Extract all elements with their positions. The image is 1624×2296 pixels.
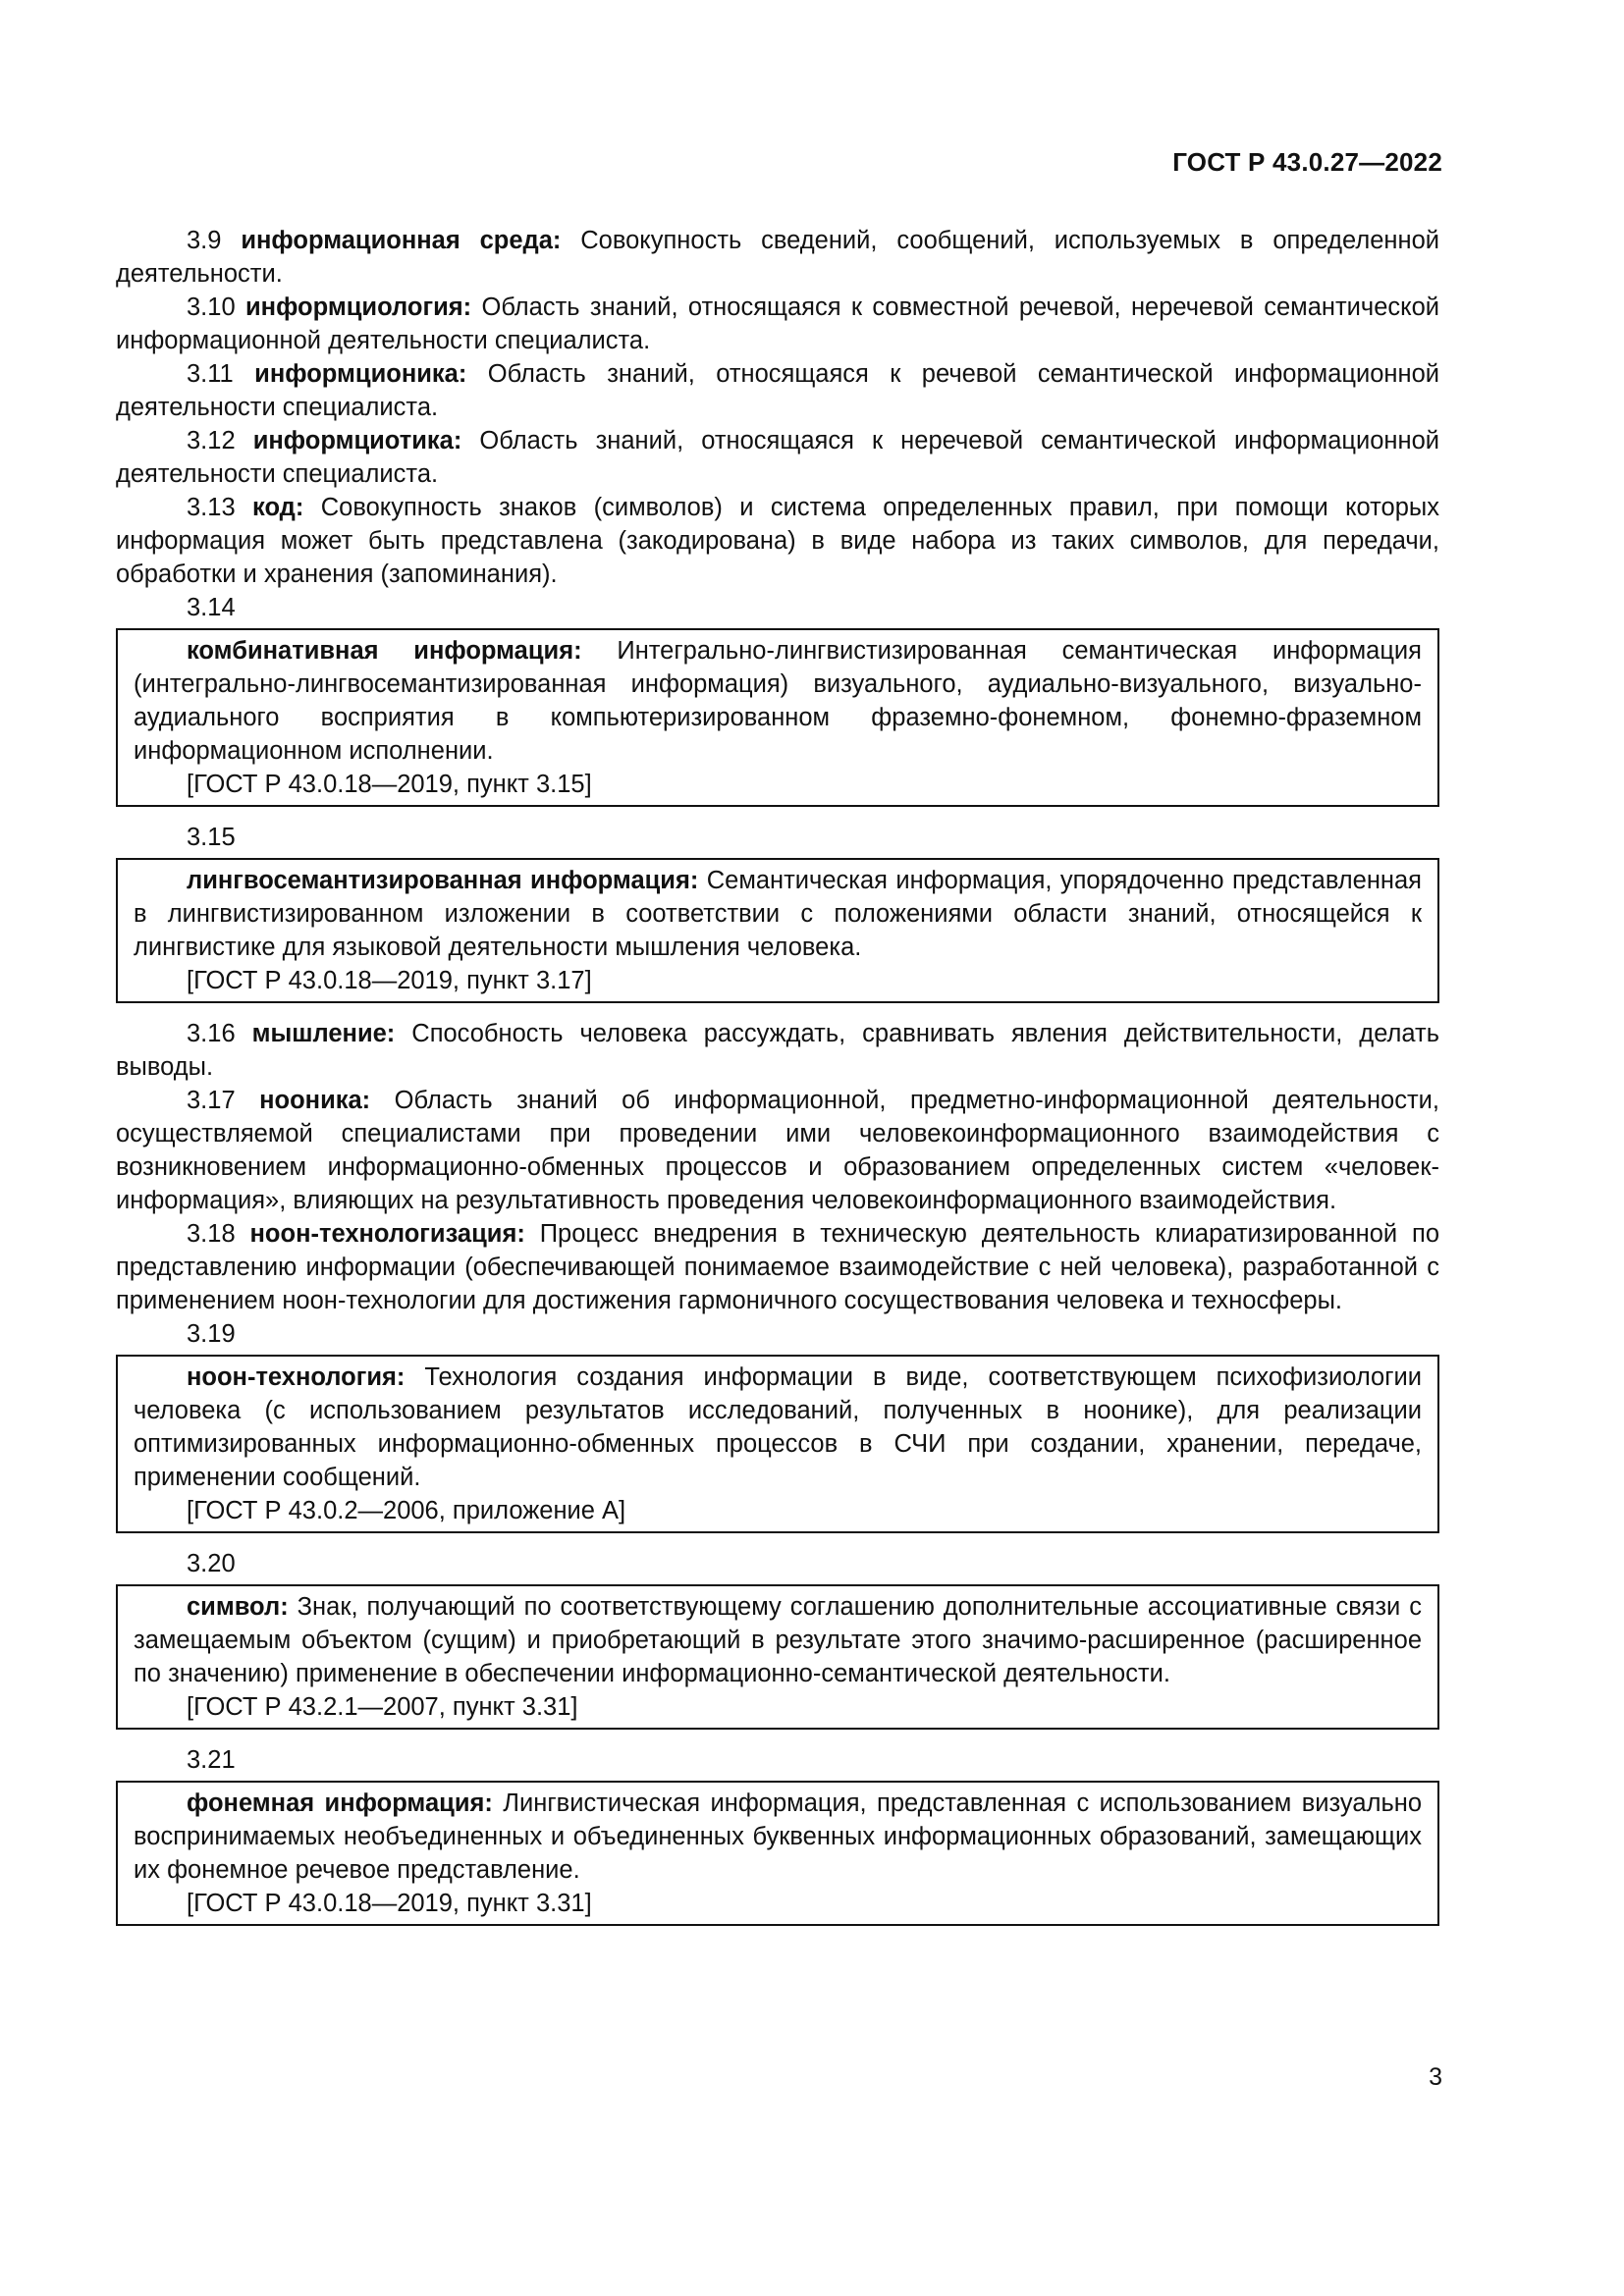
term-definition: Знак, получающий по соответствующему соглашению дополнительные ассоциативные связи с замещаемым объектом (сущим) и приобретающий в результате этого значимо-расширенное (расширенное по значению) применение в обеспечении информационно-семантической деятельности. (134, 1593, 1422, 1687)
term-entry (116, 291, 1439, 357)
entry-number: 3.9 (187, 227, 222, 254)
term-entry (134, 864, 1422, 964)
borrowed-term-box (116, 858, 1439, 1003)
entry-number: 3.15 (187, 824, 236, 851)
term-name: информциотика: (252, 427, 462, 454)
term-entry (116, 1017, 1439, 1084)
term-entry (116, 357, 1439, 424)
entry-number: 3.12 (187, 427, 236, 454)
term-entry (134, 1590, 1422, 1690)
term-entry (134, 634, 1422, 768)
terms-section (116, 224, 1439, 1940)
entry-number: 3.14 (187, 594, 236, 621)
term-name: фонемная информация: (187, 1789, 493, 1817)
entry-number: 3.10 (187, 294, 236, 321)
term-name: лингвосемантизированная информация: (187, 867, 699, 894)
term-definition: Область знаний об информационной, предметно-информационной деятельности, осуществляемой специалистами при проведении ими человекоинформационного взаимодействия с возникновением информационно-обменных процессов и образованием определенных систем «человек-информация», влияющих на результативность проведения человекоинформационного взаимодействия. (116, 1087, 1439, 1214)
term-definition: Совокупность знаков (символов) и система определенных правил, при помощи которых информация может быть представлена (закодирована) в виде набора из таких символов, для передачи, обработки и хранения (запоминания). (116, 494, 1439, 588)
entry-number: 3.11 (187, 360, 234, 388)
borrowed-term-box (116, 628, 1439, 807)
page-number: 3 (1429, 2063, 1442, 2091)
term-source-reference: [ГОСТ Р 43.0.18—2019, пункт 3.31] (187, 1890, 592, 1917)
term-name: мышление: (251, 1020, 396, 1047)
term-definition: Семантическая информация, упорядоченно представленная в лингвистизированном изложении в соответствии с положениями области знаний, относящейся к лингвистике для языковой деятельности мышления человека. (134, 867, 1422, 961)
term-name: информационная среда: (241, 227, 562, 254)
term-definition: Интегрально-лингвистизированная семантическая информация (интегрально-лингвосемантизированная информация) визуального, аудиально-визуального, визуально-аудиального восприятия в компьютеризированном фраземно-фонемном, фонемно-фраземном информационном исполнении. (134, 637, 1422, 765)
entry-number: 3.21 (187, 1746, 236, 1774)
term-name: информционика: (254, 360, 467, 388)
term-source-reference: [ГОСТ Р 43.0.18—2019, пункт 3.15] (187, 771, 592, 798)
term-entry (116, 1217, 1439, 1317)
term-source-reference: [ГОСТ Р 43.2.1—2007, пункт 3.31] (187, 1693, 578, 1721)
term-name: нооника: (259, 1087, 371, 1114)
term-entry (116, 424, 1439, 491)
entry-number: 3.16 (187, 1020, 236, 1047)
term-definition: Совокупность сведений, сообщений, используемых в определенной деятельности. (116, 227, 1439, 288)
term-name: ноон-технологизация: (249, 1220, 525, 1248)
entry-number: 3.19 (187, 1320, 236, 1348)
term-entry (134, 1361, 1422, 1494)
term-definition: Область знаний, относящаяся к совместной речевой, неречевой семантической информационной деятельности специалиста. (116, 294, 1439, 354)
borrowed-term-box (116, 1355, 1439, 1533)
document-code-header: ГОСТ Р 43.0.27—2022 (1172, 147, 1442, 177)
term-name: ноон-технология: (187, 1363, 406, 1391)
borrowed-term-box (116, 1584, 1439, 1730)
term-definition: Технология создания информации в виде, соответствующем психофизиологии человека (с использованием результатов исследований, полученных в ноонике), для реализации оптимизированных информационно-обменных процессов в СЧИ при создании, хранении, передаче, применении сообщений. (134, 1363, 1422, 1491)
term-definition: Способность человека рассуждать, сравнивать явления действительности, делать выводы. (116, 1020, 1439, 1081)
term-source-reference: [ГОСТ Р 43.0.18—2019, пункт 3.17] (187, 967, 592, 994)
term-definition: Область знаний, относящаяся к речевой семантической информационной деятельности специалиста. (116, 360, 1439, 421)
term-name: информциология: (245, 294, 472, 321)
entry-number: 3.18 (187, 1220, 236, 1248)
term-definition: Лингвистическая информация, представленная с использованием визуально воспринимаемых необъединенных и объединенных буквенных информационных образований, замещающих их фонемное речевое представление. (134, 1789, 1423, 1884)
term-source-reference: [ГОСТ Р 43.0.2—2006, приложение А] (187, 1497, 626, 1524)
term-definition: Область знаний, относящаяся к неречевой семантической информационной деятельности специалиста. (116, 427, 1439, 488)
entry-number: 3.17 (187, 1087, 236, 1114)
term-entry (116, 224, 1439, 291)
entry-number: 3.20 (187, 1550, 236, 1577)
term-name: комбинативная информация: (187, 637, 582, 665)
term-entry (116, 1084, 1439, 1217)
entry-number: 3.13 (187, 494, 236, 521)
term-entry (116, 491, 1439, 591)
term-name: символ: (187, 1593, 289, 1621)
term-name: код: (252, 494, 304, 521)
term-definition: Процесс внедрения в техническую деятельность клиаратизированной по представлению информации (обеспечивающей понимаемое взаимодействие с ней человека), разработанной с применением ноон-технологии для достижения гармоничного сосуществования человека и техносферы. (116, 1220, 1440, 1314)
term-entry (134, 1787, 1422, 1887)
borrowed-term-box (116, 1781, 1439, 1926)
